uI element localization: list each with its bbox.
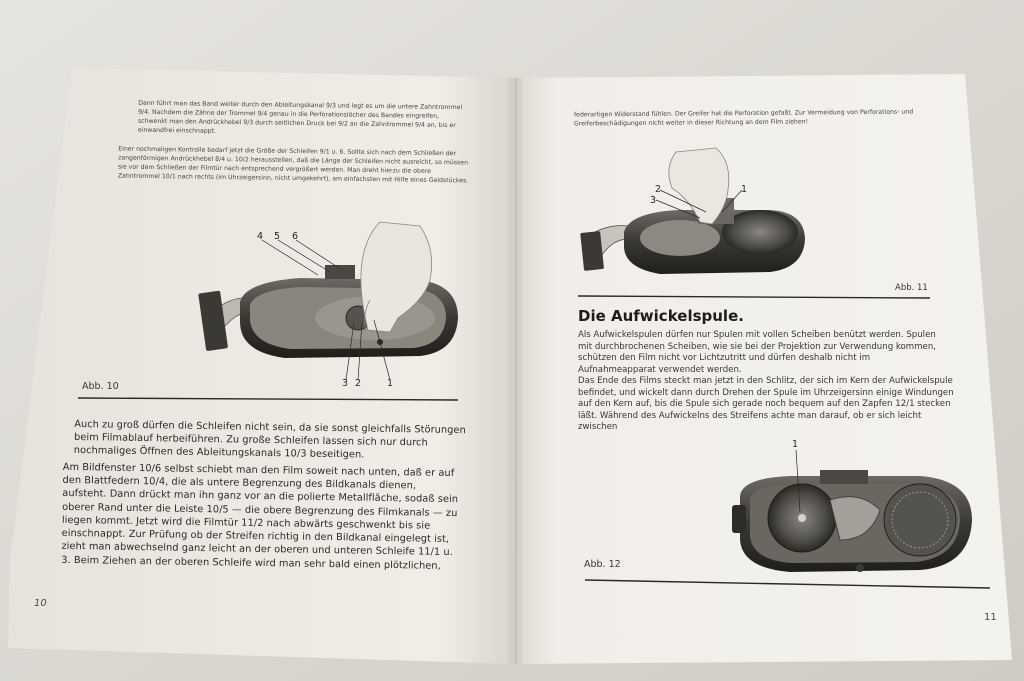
left-intro-paragraph-1: Dann führt man das Band weiter durch den Ableitungskanal 9/3 und legt es um die untere Zahntrommel 9/4. Nachdem die Zähne der Trommel 9/4 genau in die Perforationslöcher des Bandes eingreifen, schwenkt man den Andrückhebel 9/3 durch seitlichen Druck bei 9/2 an die Zahntrommel 9/4 an, bis er einwandfrei einschnappt. <box>137 99 463 135</box>
figure-abb-10-caption: Abb. 10 <box>82 381 119 392</box>
figure-abb-10-callout-6: 6 <box>292 231 299 242</box>
figure-abb-11-caption: Abb. 11 <box>895 283 928 293</box>
figure-abb-11-callout-2: 2 <box>655 184 662 195</box>
right-section-paragraph-2: Das Ende des Films steckt man jetzt in den Schlitz, der sich im Kern der Aufwickelspule befindet, und wickelt dann durch Drehen der Spule im Uhrzeigersinn einige Windungen auf den Kern auf, bis die Spule sich gerade noch bequem auf den Zapfen 12/1 stecken läßt. Während des Aufwickelns des Streifens achte man darauf, ob er sich leicht zwischen <box>578 376 954 433</box>
left-page-number: 10 <box>34 598 47 609</box>
figure-abb-10-callout-5: 5 <box>274 231 281 242</box>
left-main-paragraph-1: Auch zu groß dürfen die Schleifen nicht sein, da sie sonst gleichfalls Störungen beim Filmablauf herbeiführen. Zu große Schleifen lassen sich nur durch nochmaliges Öffnen des Ableitungskanals 10/3 beseitigen. <box>73 418 466 461</box>
left-intro-paragraph-2: Einer nochmaligen Kontrolle bedarf jetzt die Größe der Schleifen 9/1 u. 6. Sollte sich nach dem Schließen der zangenförmigen Andrückhebel 8/4 u. 10/2 herausstellen, daß die Länge der Schleifen nicht ausreicht, so müssen sie vor dem Schließen der Filmtür nach entsprechend vergrößert werden. Man dreht hierzu die obere Zahntrommel 10/1 nach rechts (im Uhrzeigersinn, nicht umgekehrt), am einfachsten mit Hilfe eines Geldstückes. <box>117 145 469 185</box>
figure-abb-11-callout-3: 3 <box>650 195 657 206</box>
figure-abb-12-caption: Abb. 12 <box>584 559 621 570</box>
figure-abb-10-callout-4: 4 <box>257 231 264 242</box>
figure-abb-10-callout-2: 2 <box>355 378 362 389</box>
figure-abb-10-callout-1: 1 <box>387 378 394 389</box>
figure-abb-11-callout-1: 1 <box>741 184 748 195</box>
section-heading-aufwickelspule: Die Aufwickelspule. <box>578 307 744 325</box>
right-section-paragraph-1: Als Aufwickelspulen dürfen nur Spulen mit vollen Scheiben benützt werden. Spulen mit durchbrochenen Scheiben, wie sie bei der Projektion zur Verwendung kommen, schützen den Film nicht vor Lichtzutritt und dürfen deshalb nicht im Aufnahmeapparat verwendet werden. <box>578 330 937 375</box>
figure-abb-12-callout-1: 1 <box>792 439 799 450</box>
figure-abb-10-callout-3: 3 <box>342 378 349 389</box>
left-main-paragraph-2: Am Bildfenster 10/6 selbst schiebt man den Film soweit nach unten, daß er auf den Blattfedern 10/4, die als untere Begrenzung des Bildkanals dienen, aufsteht. Dann drückt man ihn ganz vor an die polierte Metallfläche, sodaß sein oberer Rand unter die Leiste 10/5 — die obere Begrenzung des Filmkanals — zu liegen kommt. Jetzt wird die Filmtür 11/2 nach abwärts geschwenkt bis sie einschnappt. Zur Prüfung ob der Streifen richtig in den Bildkanal eingelegt ist, zieht man abwechselnd ganz leicht an der oberen und unteren Schleife 11/1 u. 3. Beim Ziehen an der oberen Schleife wird man sehr bald einen plötzlichen, <box>61 461 459 572</box>
right-intro-paragraph: federartigen Widerstand fühlen. Der Greifer hat die Perforation gefaßt. Zur Vermeidung von Perforations- und Greiferbeschädigungen nicht weiter in dieser Richtung an dem Film ziehen! <box>573 108 914 128</box>
right-page-number: 11 <box>984 612 997 623</box>
